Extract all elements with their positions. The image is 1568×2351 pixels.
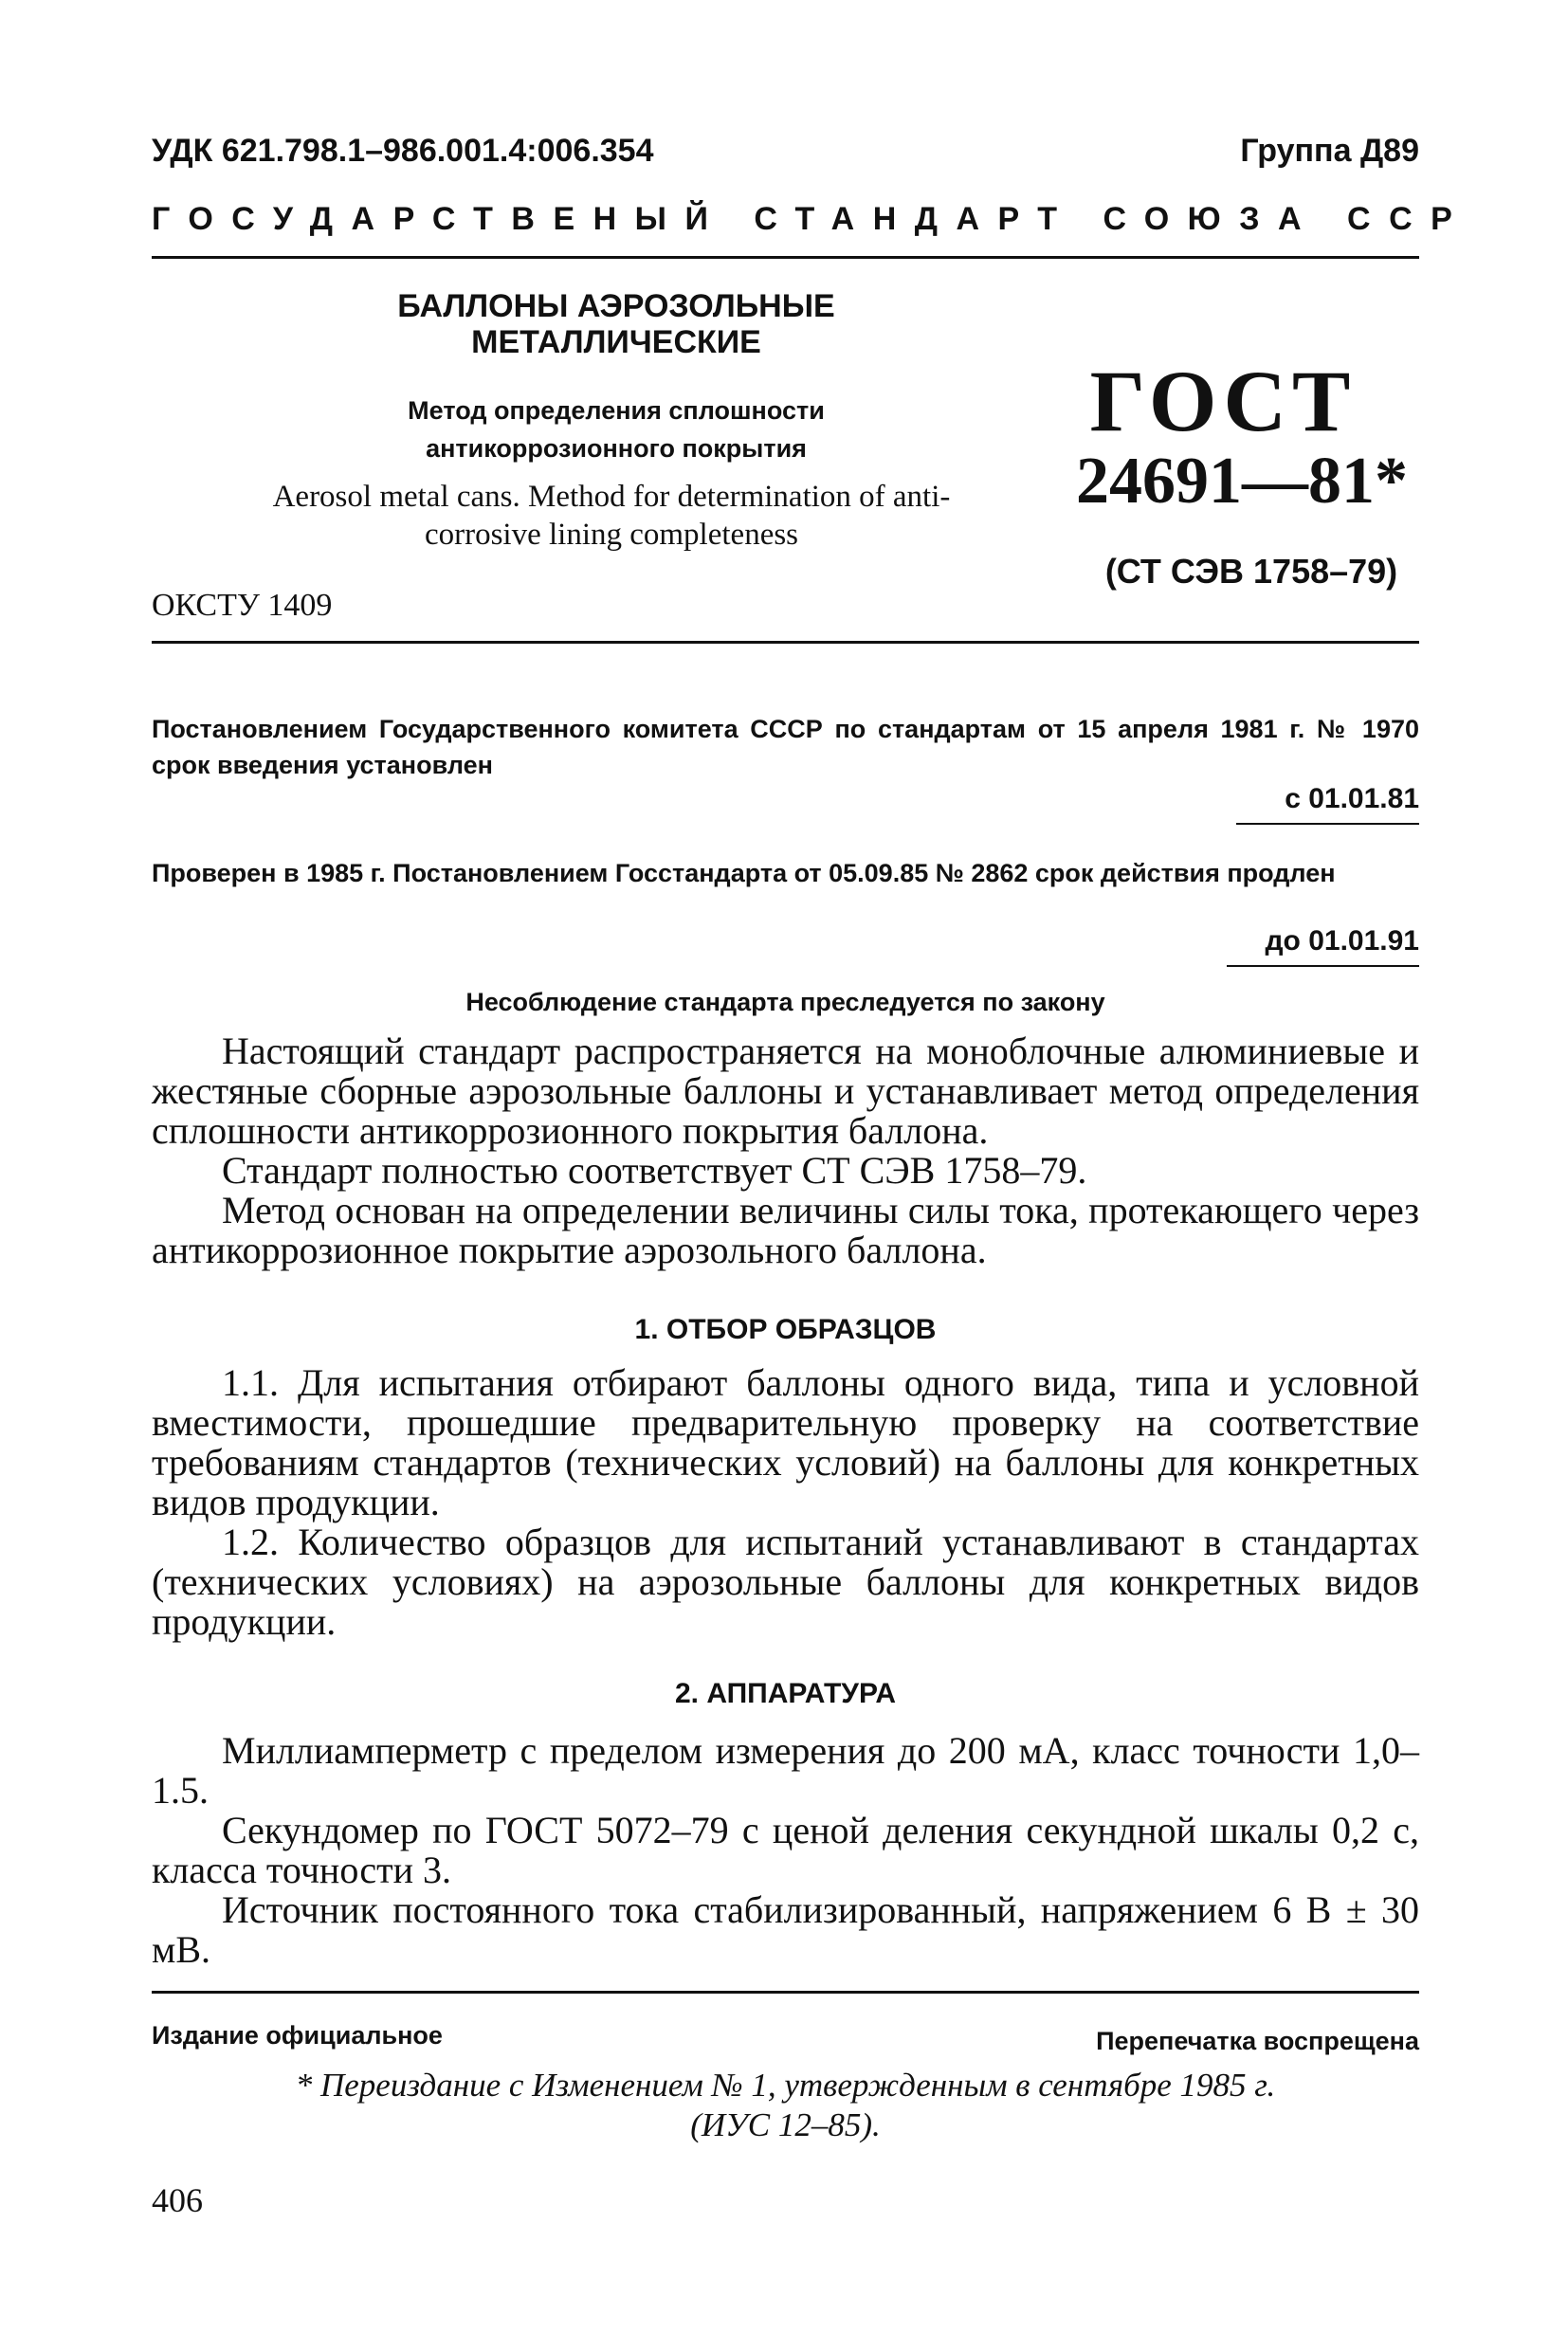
st-sev-reference: (СТ СЭВ 1758–79): [1104, 552, 1398, 591]
header-rule: [152, 256, 1419, 259]
method-line-1: Метод определения сплошности: [408, 396, 825, 425]
decree-text: Постановлением Государственного комитета СССР по стандартам от 15 апреля 1981 г. № 1970 срок введения установлен: [152, 715, 1419, 779]
official-edition: Издание официальное: [152, 2021, 443, 2050]
group-code: Группа Д89: [1240, 133, 1419, 169]
udk-code: УДК 621.798.1–986.001.4:006.354: [152, 133, 654, 169]
intro-paragraph-3: Метод основан на определении величины силы тока, протекающего через антикоррозионное покрытие аэрозольного баллона.: [152, 1189, 1419, 1271]
page-number: 406: [152, 2181, 203, 2219]
state-standard-heading: ГОСУДАРСТВЕНЫЙ СТАНДАРТ СОЮЗА ССР: [152, 201, 1471, 237]
section-2-heading: 2. АППАРАТУРА: [675, 1678, 896, 1709]
section-2-text: [152, 1731, 1419, 1970]
okstu-code: ОКСТУ 1409: [152, 588, 333, 623]
apparatus-power-source: Источник постоянного тока стабилизированный, напряжением 6 В ± 30 мВ.: [152, 1888, 1419, 1971]
apparatus-milliammeter: Миллиамперметр с пределом измерения до 200 мА, класс точности 1,0–1.5.: [152, 1729, 1419, 1812]
decree-date-rule: [1236, 823, 1419, 825]
english-title-line-2: corrosive lining completeness: [424, 518, 799, 552]
title-line-2: МЕТАЛЛИЧЕСКИЕ: [471, 324, 761, 360]
section-1-text: [152, 1363, 1419, 1642]
paragraph-1-1: 1.1. Для испытания отбирают баллоны одного вида, типа и условной вместимости, прошедшие предварительную проверку на соответствие требованиям стандартов (технических условий) на баллоны для конкретных видов продукции.: [152, 1361, 1419, 1523]
reissue-note-line-1: * Переиздание с Изменением № 1, утвержденным в сентябре 1985 г.: [295, 2067, 1276, 2104]
paragraph-1-2: 1.2. Количество образцов для испытаний устанавливают в стандартах (технических условиях) на аэрозольные баллоны для конкретных видов продукции.: [152, 1521, 1419, 1643]
english-title-line-1: Aerosol metal cans. Method for determination of anti-: [272, 480, 951, 514]
intro-paragraph-1: Настоящий стандарт распространяется на моноблочные алюминиевые и жестяные сборные аэрозольные баллоны и устанавливает метод определения сплошности антикоррозионного покрытия баллона.: [152, 1030, 1419, 1152]
checked-text: Проверен в 1985 г. Постановлением Госстандарта от 05.09.85 № 2862 срок действия продлен: [152, 859, 1336, 887]
footer-rule: [152, 1991, 1419, 1994]
apparatus-stopwatch: Секундомер по ГОСТ 5072–79 с ценой деления секундной шкалы 0,2 с, класса точности 3.: [152, 1809, 1419, 1891]
intro-text: [152, 1031, 1419, 1270]
title-rule: [152, 641, 1419, 644]
intro-paragraph-2: Стандарт полностью соответствует СТ СЭВ 1758–79.: [222, 1149, 1087, 1192]
reprint-prohibited: Перепечатка воспрещена: [1096, 2027, 1419, 2055]
decree-date: с 01.01.81: [1285, 783, 1419, 814]
method-line-2: антикоррозионного покрытия: [426, 434, 807, 463]
section-1-heading: 1. ОТБОР ОБРАЗЦОВ: [634, 1314, 937, 1345]
legal-notice: Несоблюдение стандарта преследуется по закону: [465, 988, 1105, 1016]
title-line-1: БАЛЛОНЫ АЭРОЗОЛЬНЫЕ: [397, 288, 835, 324]
checked-date-rule: [1227, 965, 1419, 967]
checked-date: до 01.01.91: [1265, 925, 1419, 957]
gost-number: 24691—81*: [1076, 445, 1408, 518]
reissue-note-line-2: (ИУС 12–85).: [690, 2106, 881, 2143]
gost-label: ГОСТ: [1089, 353, 1357, 449]
